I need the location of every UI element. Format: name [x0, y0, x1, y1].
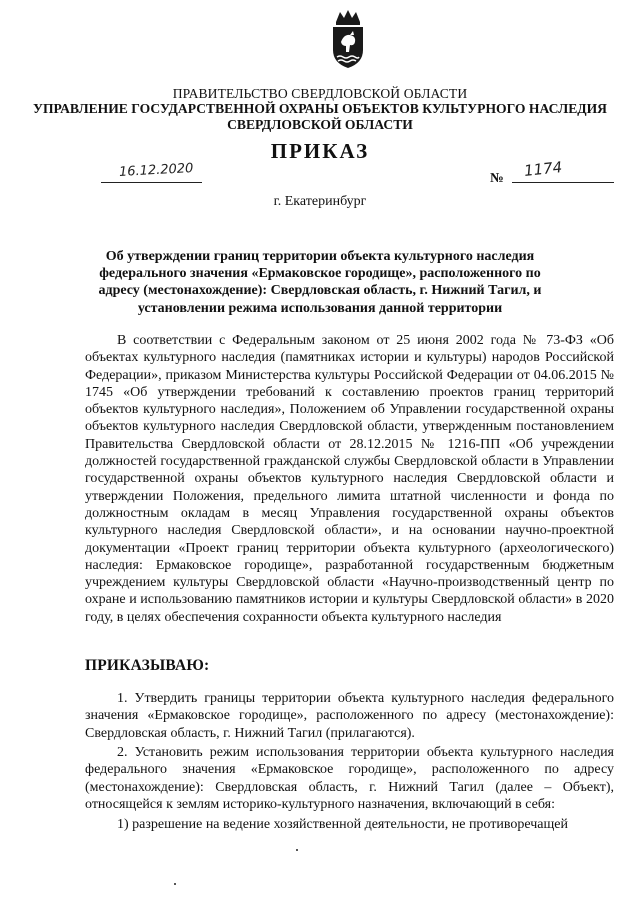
preamble-paragraph: В соответствии с Федеральным законом от 25 июня 2002 года № 73-ФЗ «Об объектах культурного наследия (памятниках истории и культуры) народов Российской Федерации», приказом Министерства культуры Российской Федерации от 04.06.2015 № 1745 «Об утверждении требований к составлению проектов границ территорий объектов культурного наследия», Положением об Управлении государственной охраны объектов культурного наследия Свердловской области, утвержденным постановлением Правительства Свердловской области от 28.12.2015 № 1216-ПП «Об учреждении должностей государственной гражданской службы Свердловской области в Управлении государственной охраны объектов культурного наследия Свердловской области и утверждении Положения, предельного лимита штатной численности и фонда по должностным окладам в месяц Управления государственной охраны объектов культурного наследия Свердловской области», и на основании научно-проектной документации «Проект границ территории объекта культурного (археологического) наследия: Ермаковское городище», разработанной государственным бюджетным учреждением культуры Свердловской области «Научно-производственный центр по охране и использованию памятников истории и культуры Свердловской области» в 2020 году, в целях обеспечения сохранности объекта культурного наследия	[85, 333, 614, 625]
order-item-3: 1) разрешение на ведение хозяйственной деятельности, не противоречащей	[117, 817, 568, 832]
number-field	[512, 158, 614, 183]
document-type-title: ПРИКАЗ	[270, 139, 370, 163]
handwritten-number: 1174	[523, 158, 564, 180]
decree-heading: ПРИКАЗЫВАЮ:	[85, 657, 210, 674]
department-line-1: УПРАВЛЕНИЕ ГОСУДАРСТВЕННОЙ ОХРАНЫ ОБЪЕКТОВ КУЛЬТУРНОГО НАСЛЕДИЯ	[32, 101, 608, 116]
date-field	[101, 161, 202, 183]
city: г. Екатеринбург	[273, 194, 367, 209]
scan-speck	[174, 883, 176, 885]
coat-of-arms-icon	[330, 8, 366, 70]
order-item-2: 2. Установить режим использования территории объекта культурного наследия федерального значения «Ермаковское городище», расположенного по адресу (местонахождение): Свердловская область, г. Нижний Тагил (далее – Объект), относящейся к землям историко-культурного назначения, включающий в себя:	[85, 745, 614, 812]
order-item-1: 1. Утвердить границы территории объекта культурного наследия федерального значения «Ермаковское городище», расположенного по адресу (местонахождение): Свердловская область, г. Нижний Тагил (прилагаются).	[85, 691, 614, 741]
department-line-2: СВЕРДЛОВСКОЙ ОБЛАСТИ	[227, 117, 413, 132]
handwritten-date: 16.12.2020	[118, 161, 194, 180]
number-sign: №	[490, 170, 504, 185]
document-subject: Об утверждении границ территории объекта культурного наследия федерального значения «Ермаковское городище», расположенного по адресу (местонахождение): Свердловская область, г. Нижний Тагил, и установлении режима использования данной территории	[98, 249, 542, 316]
scan-speck	[296, 849, 298, 851]
department-name	[0, 101, 640, 133]
government-name: ПРАВИТЕЛЬСТВО СВЕРДЛОВСКОЙ ОБЛАСТИ	[172, 86, 468, 101]
